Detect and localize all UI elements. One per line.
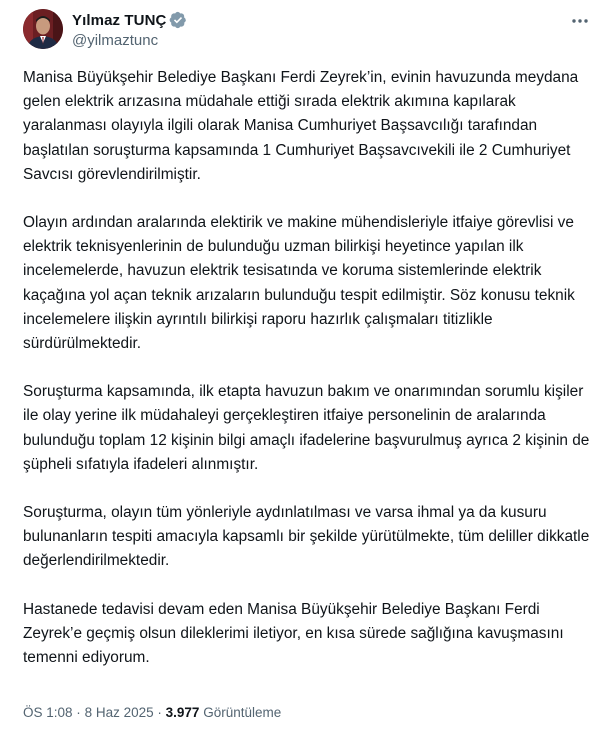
tweet-paragraph: Hastanede tedavisi devam eden Manisa Büyükşehir Belediye Başkanı Ferdi Zeyrek’e geçmiş olsun dileklerimi iletiyor, en kısa sürede sağlığına kavuşmasını temenni ediyorum. (23, 600, 564, 667)
tweet-paragraph: Soruşturma kapsamında, ilk etapta havuzun bakım ve onarımından sorumlu kişiler ile olay yerine ilk müdahaleyi gerçekleştiren itfaiye personelinin de aralarında bulunduğu toplam 12 kişinin bilgi amaçlı ifadelerine başvurulmuş ayrıca 2 kişinin de şüpheli sıfatıyla ifadeleri alınmıştır. (23, 383, 590, 473)
more-options-icon[interactable] (570, 11, 590, 31)
tweet-paragraph: Olayın ardından aralarında elektirik ve makine mühendisleriyle itfaiye görevlisi ve elektrik teknisyenlerinin de bulunduğu uzman bilirkişi heyetince yapılan ilk incelemelerde, havuzun elektrik tesisatında ve koruma sistemlerinde elektrik kaçağına yol açan teknik arızaların bulunduğu tespit edilmiştir. Söz konusu teknik incelemelere ilişkin ayrıntılı bilirkişi raporu hazırlık çalışmaları titizlikle sürdürülmektedir. (23, 214, 575, 353)
tweet-paragraph: Soruşturma, olayın tüm yönleriyle aydınlatılması ve varsa ihmal ya da kusuru bulunanların tespiti amacıyla kapsamlı bir şekilde yürütülmekte, tüm deliller dikkatle değerlendirilmektedir. (23, 504, 590, 570)
views-count: 3.977 (165, 705, 200, 720)
tweet-paragraph: Manisa Büyükşehir Belediye Başkanı Ferdi Zeyrek’in, evinin havuzunda meydana gelen elektrik arızasına müdahale ettiği sırada elektrik akımına kapılarak yaralanması olayıyla ilgili olarak Manisa Cumhuriyet Başsavcılığı tarafından başlatılan soruşturma kapsamında 1 Cumhuriyet Başsavcıvekili ile 2 Cumhuriyet Savcısı görevlendirilmiştir. (23, 69, 579, 183)
verified-badge-icon[interactable] (169, 11, 187, 29)
views-label: Görüntüleme (203, 705, 282, 720)
name-row (72, 10, 187, 30)
avatar[interactable] (23, 9, 63, 49)
meta-separator: · (76, 705, 81, 720)
display-name[interactable]: Yılmaz TUNÇ (72, 11, 167, 29)
tweet-metadata (23, 705, 281, 720)
tweet-header (23, 9, 596, 53)
tweet-time[interactable]: ÖS 1:08 (23, 705, 73, 720)
profile-photo-icon (23, 9, 63, 49)
tweet-date[interactable]: 8 Haz 2025 (84, 705, 154, 720)
tweet-text (23, 66, 598, 694)
user-handle[interactable]: @yilmaztunc (72, 32, 159, 49)
meta-separator: · (157, 705, 162, 720)
author-block (72, 10, 187, 49)
